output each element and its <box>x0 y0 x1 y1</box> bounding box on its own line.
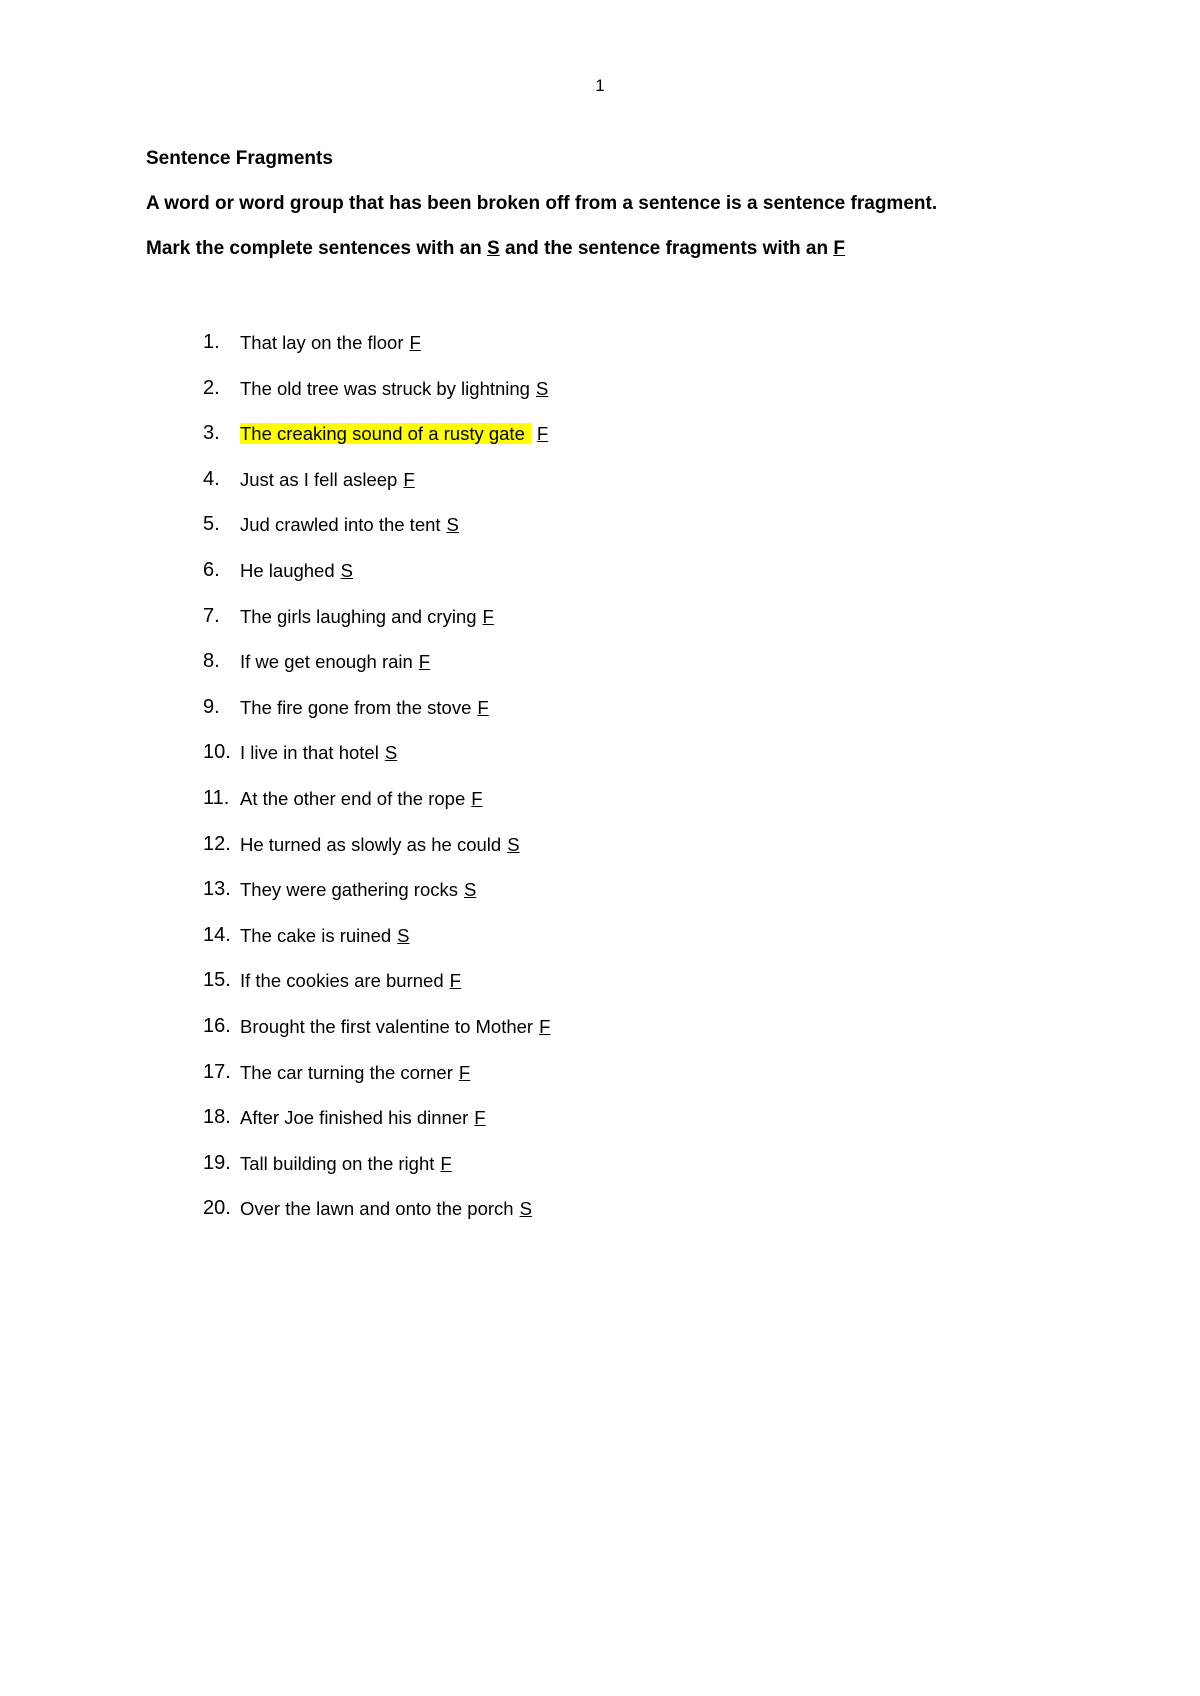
item-answer: F <box>418 651 431 673</box>
item-answer: F <box>477 696 489 718</box>
item-number: 11. <box>203 786 230 809</box>
item-answer: S <box>535 377 549 399</box>
item-text: If the cookies are burned <box>240 970 444 992</box>
instructions-middle: and the sentence fragments with an <box>499 238 834 259</box>
item-number: 7. <box>203 604 220 627</box>
item-text: Brought the first valentine to Mother <box>240 1015 534 1037</box>
instructions-prefix: Mark the complete sentences with an <box>146 238 488 259</box>
item-answer: F <box>536 423 549 445</box>
item-text: Tall building on the right <box>240 1152 435 1174</box>
exercise-item-16 <box>0 1014 1200 1060</box>
item-text: After Joe finished his dinner <box>240 1107 469 1129</box>
exercise-item-14 <box>0 923 1200 969</box>
item-number: 2. <box>203 376 220 399</box>
exercise-item-6 <box>0 558 1200 604</box>
item-number: 18. <box>203 1106 231 1129</box>
item-answer: S <box>384 742 398 764</box>
item-text: The old tree was struck by lightning <box>240 377 530 399</box>
item-number: 10. <box>203 741 231 764</box>
item-answer: F <box>474 1107 486 1129</box>
exercise-item-7 <box>0 604 1200 650</box>
item-answer: F <box>482 605 494 627</box>
exercise-item-17 <box>0 1060 1200 1106</box>
item-answer: F <box>539 1015 551 1037</box>
item-number: 1. <box>203 331 220 353</box>
exercise-list <box>0 330 1200 1242</box>
item-answer: F <box>409 332 421 353</box>
item-text: The girls laughing and crying <box>240 605 477 627</box>
item-text: At the other end of the rope <box>240 787 466 809</box>
item-text-highlighted: The creaking sound of a rusty gate <box>240 423 531 444</box>
instructions-s-mark: S <box>487 238 500 259</box>
item-text: They were gathering rocks <box>240 879 458 901</box>
exercise-item-12 <box>0 832 1200 878</box>
item-number: 15. <box>203 969 231 992</box>
item-text: If we get enough rain <box>240 651 413 673</box>
item-answer: F <box>471 787 483 809</box>
definition-text: A word or word group that has been broken off from a sentence is a sentence fragment. <box>146 193 938 214</box>
exercise-item-18 <box>0 1105 1200 1151</box>
item-number: 4. <box>203 467 220 490</box>
instructions-text <box>146 238 845 260</box>
item-number: 6. <box>203 558 220 581</box>
item-text: He laughed <box>240 559 335 581</box>
item-number: 17. <box>203 1060 231 1083</box>
exercise-item-5 <box>0 512 1200 558</box>
item-number: 8. <box>203 650 220 673</box>
item-text: The fire gone from the stove <box>240 696 472 718</box>
exercise-item-8 <box>0 649 1200 695</box>
exercise-item-15 <box>0 968 1200 1014</box>
exercise-item-11 <box>0 786 1200 832</box>
item-number: 3. <box>203 422 220 445</box>
item-text: The car turning the corner <box>240 1061 453 1083</box>
item-text: Over the lawn and onto the porch <box>240 1198 514 1220</box>
exercise-item-9 <box>0 695 1200 741</box>
item-text: That lay on the floor <box>240 332 404 353</box>
item-answer: S <box>464 879 477 901</box>
item-answer: S <box>340 559 353 581</box>
item-number: 5. <box>203 513 220 536</box>
item-text: The cake is ruined <box>240 924 392 946</box>
item-answer: S <box>507 833 520 855</box>
item-text: Jud crawled into the tent <box>240 514 441 536</box>
item-text: Just as I fell asleep <box>240 468 398 490</box>
page-number: 1 <box>595 76 605 95</box>
item-answer: F <box>440 1152 452 1174</box>
item-answer: F <box>458 1061 471 1083</box>
exercise-item-19 <box>0 1151 1200 1197</box>
item-number: 16. <box>203 1014 231 1037</box>
exercise-item-20 <box>0 1196 1200 1242</box>
item-answer: S <box>519 1198 532 1220</box>
item-text: He turned as slowly as he could <box>240 833 502 855</box>
exercise-item-10 <box>0 740 1200 786</box>
item-answer: S <box>397 924 410 946</box>
item-number: 12. <box>203 832 231 855</box>
item-answer: F <box>449 970 461 992</box>
exercise-item-13 <box>0 877 1200 923</box>
exercise-item-2 <box>0 376 1200 422</box>
exercise-item-1 <box>0 330 1200 376</box>
item-answer: S <box>446 514 459 536</box>
instructions-f-mark: F <box>833 238 845 259</box>
item-number: 14. <box>203 923 231 946</box>
exercise-item-4 <box>0 467 1200 513</box>
item-answer: F <box>403 468 415 490</box>
item-number: 9. <box>203 695 220 718</box>
item-number: 20. <box>203 1197 231 1220</box>
item-text: I live in that hotel <box>240 742 379 764</box>
item-number: 13. <box>203 878 231 901</box>
document-title: Sentence Fragments <box>146 148 333 169</box>
exercise-item-3 <box>0 421 1200 467</box>
item-number: 19. <box>203 1151 231 1174</box>
